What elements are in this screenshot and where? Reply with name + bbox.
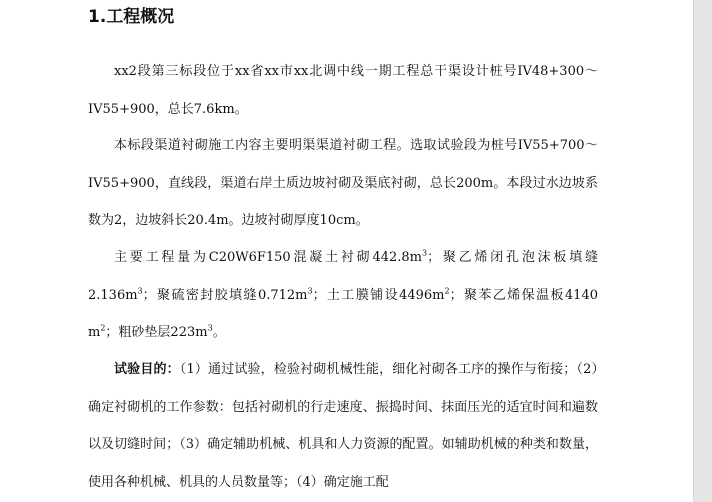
quantity-text-7: 。 (212, 325, 226, 340)
unit-exponent: 3 (421, 248, 428, 258)
quantity-text-3: ；聚硫密封胶填缝0.712m (142, 287, 308, 303)
paragraph-quantities (88, 239, 598, 352)
purpose-text: （1）通过试验，检验衬砌机械性能，细化衬砌各工序的操作与衔接；（2）确定衬砌机的工作参数：包括衬砌机的行走速度、振捣时间、抹面压光的适宜时间和遍数以及切缝时间；（3）确定辅助机械、机具和人力资源的配置。如辅助机械的种类和数量，使用各种机械、机具的人员数量等；（4）确定施工配 (88, 362, 598, 490)
quantity-text-4: ；土工膜铺设4496m (312, 287, 445, 303)
unit-exponent: 2 (100, 323, 106, 333)
paragraph-test-purpose (88, 351, 598, 501)
purpose-label: 试验目的： (114, 362, 180, 377)
quantity-text-1: 主要工程量为C20W6F150混凝土衬砌442.8m (114, 250, 422, 265)
paragraph-trial-section: 本标段渠道衬砌施工内容主要明渠渠道衬砌工程。选取试验段为桩号IV55+700～IV55+900，直线段，渠道右岸土质边坡衬砌及渠底衬砌，总长200m。本段过水边坡系数为2，边坡斜长20.4m。边坡衬砌厚度10cm。 (88, 138, 598, 228)
unit-exponent: 3 (307, 286, 313, 296)
unit-exponent: 2 (444, 286, 450, 296)
section-heading: 1.工程概况 (88, 7, 175, 27)
quantity-text-2: ；聚乙烯闭孔泡沫板填缝2.136m (88, 250, 598, 303)
unit-exponent: 3 (207, 323, 213, 333)
vertical-scrollbar[interactable] (693, 0, 712, 502)
paragraph-location: xx2段第三标段位于xx省xx市xx北调中线一期工程总干渠设计桩号IV48+300～IV55+900，总长7.6km。 (88, 64, 598, 117)
quantity-text-5: ；聚苯乙烯保温板4140 m (88, 287, 598, 340)
unit-exponent: 3 (137, 286, 143, 296)
quantity-text-6: ；粗砂垫层223m (105, 325, 208, 340)
